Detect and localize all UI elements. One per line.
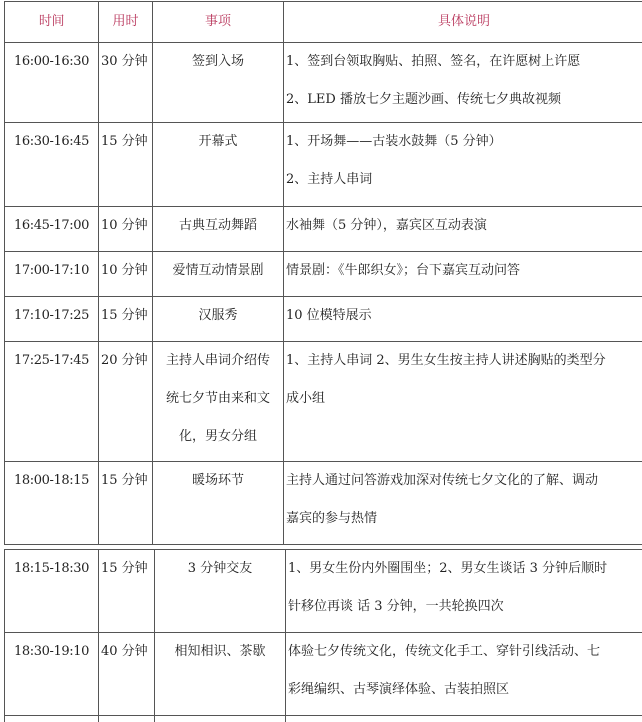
cell-description	[286, 716, 642, 722]
cell-description	[284, 342, 642, 462]
description-line: 10 位模特展示	[286, 308, 372, 323]
schedule-table-part1	[4, 1, 642, 545]
cell-time: 16:45-17:00	[5, 207, 99, 252]
description-line: 2、主持人串词	[286, 172, 373, 187]
cell-item	[153, 207, 284, 252]
item-line: 主持人串词介绍传	[165, 353, 270, 368]
cell-duration	[99, 716, 155, 722]
cell-time	[5, 716, 99, 722]
cell-time: 18:00-18:15	[5, 462, 99, 545]
cell-time: 17:25-17:45	[5, 342, 99, 462]
cell-description	[284, 297, 642, 342]
item-line: 化，男女分组	[178, 429, 257, 444]
description-line: 1、男女生份内外圈围坐；2、男女生谈话 3 分钟后顺时	[288, 561, 608, 576]
item-line: 汉服秀	[198, 308, 238, 323]
item-line: 暖场环节	[191, 473, 244, 488]
cell-description	[286, 633, 642, 716]
item-line: 3 分钟交友	[187, 561, 253, 576]
cell-item	[153, 252, 284, 297]
cell-duration: 30 分钟	[99, 43, 153, 123]
cell-time: 17:10-17:25	[5, 297, 99, 342]
cell-duration: 20 分钟	[99, 342, 153, 462]
description-line: 1、开场舞——古装水鼓舞（5 分钟）	[286, 134, 502, 149]
cell-duration: 15 分钟	[99, 297, 153, 342]
item-line: 签到入场	[191, 54, 244, 69]
item-line: 古典互动舞蹈	[178, 218, 257, 233]
description-line: 成小组	[286, 391, 326, 406]
cell-duration: 10 分钟	[99, 252, 153, 297]
cell-duration: 15 分钟	[99, 123, 153, 207]
cell-duration: 40 分钟	[99, 633, 155, 716]
cell-time: 16:30-16:45	[5, 123, 99, 207]
cell-item	[153, 342, 284, 462]
cell-description	[284, 43, 642, 123]
description-line: 水袖舞（5 分钟），嘉宾区互动表演	[286, 218, 487, 233]
item-line: 相知相识、茶歇	[174, 644, 266, 659]
table-row	[5, 342, 642, 462]
description-line: 嘉宾的参与热情	[286, 511, 378, 526]
header-duration: 用时	[99, 2, 153, 43]
cell-item	[155, 716, 286, 722]
cell-description	[284, 207, 642, 252]
cell-description	[284, 462, 642, 545]
header-time: 时间	[5, 2, 99, 43]
table-header-row	[5, 2, 642, 43]
item-line: 统七夕节由来和文	[165, 391, 270, 406]
cell-item	[155, 633, 286, 716]
description-line: 1、主持人串词 2、男生女生按主持人讲述胸贴的类型分	[286, 353, 606, 368]
cell-time: 16:00-16:30	[5, 43, 99, 123]
item-line: 开幕式	[198, 134, 238, 149]
cell-item	[153, 297, 284, 342]
table-row	[5, 43, 642, 123]
table-row	[5, 252, 642, 297]
cell-time: 18:30-19:10	[5, 633, 99, 716]
cell-description	[284, 123, 642, 207]
table-row	[5, 550, 642, 633]
description-line: 体验七夕传统文化，传统文化手工、穿针引线活动、七	[288, 644, 601, 659]
table-row	[5, 297, 642, 342]
description-line: 主持人通过问答游戏加深对传统七夕文化的了解、调动	[286, 473, 599, 488]
table-row	[5, 633, 642, 716]
cell-description	[284, 252, 642, 297]
item-line: 爱情互动情景剧	[172, 263, 264, 278]
cell-item	[153, 462, 284, 545]
cell-time: 17:00-17:10	[5, 252, 99, 297]
cell-item	[155, 550, 286, 633]
cell-item	[153, 43, 284, 123]
schedule-table-part2	[4, 549, 642, 722]
table-row	[5, 716, 642, 722]
cell-duration: 10 分钟	[99, 207, 153, 252]
table-row	[5, 123, 642, 207]
header-description: 具体说明	[284, 2, 642, 43]
description-line: 1、签到台领取胸贴、拍照、签名，在许愿树上许愿	[286, 54, 581, 69]
description-line: 情景剧：《牛郎织女》；台下嘉宾互动问答	[286, 263, 521, 278]
cell-item	[153, 123, 284, 207]
cell-duration: 15 分钟	[99, 550, 155, 633]
description-line: 针移位再谈 话 3 分钟，一共轮换四次	[288, 599, 504, 614]
cell-duration: 15 分钟	[99, 462, 153, 545]
table-row	[5, 462, 642, 545]
description-line: 彩绳编织、古琴演绎体验、古装拍照区	[288, 682, 510, 697]
table-row	[5, 207, 642, 252]
header-item: 事项	[153, 2, 284, 43]
cell-description	[286, 550, 642, 633]
description-line: 2、LED 播放七夕主题沙画、传统七夕典故视频	[286, 92, 561, 107]
cell-time: 18:15-18:30	[5, 550, 99, 633]
